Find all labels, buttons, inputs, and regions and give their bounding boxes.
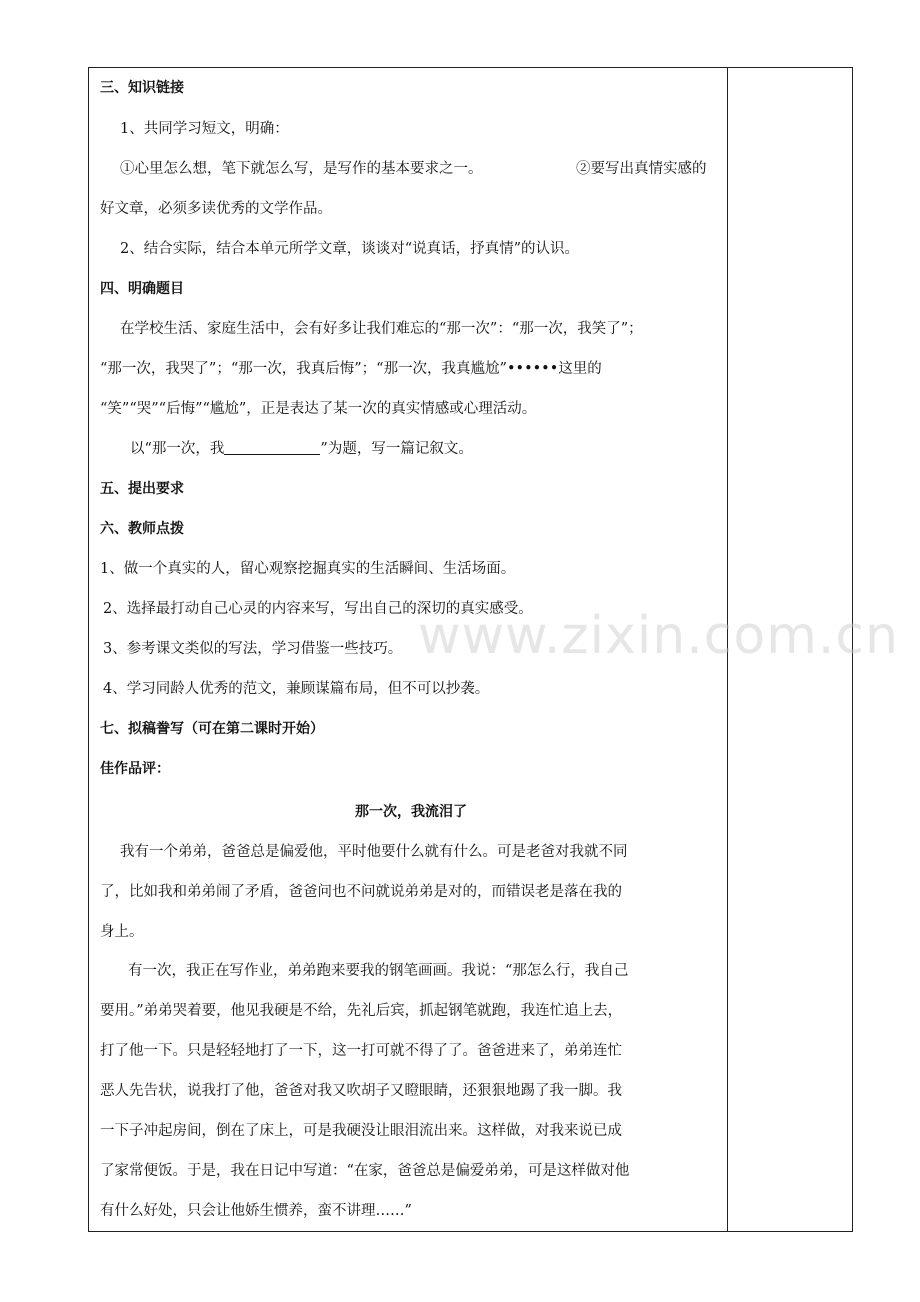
writing-task	[130, 439, 473, 459]
item-1-point-b: ②要写出真情实感的	[576, 161, 707, 177]
essay-line: 身上。	[100, 924, 144, 940]
section-heading-5: 五、提出要求	[100, 481, 184, 497]
essay-title: 那一次，我流泪了	[355, 804, 467, 820]
essay-line: 我有一个弟弟，爸爸总是偏爱他，平时他要什么就有什么。可是老爸对我就不同	[120, 844, 628, 860]
essay-line: 了，比如我和弟弟闹了矛盾，爸爸问也不问就说弟弟是对的，而错误老是落在我的	[100, 884, 622, 900]
review-heading: 佳作品评：	[100, 761, 170, 777]
item-1: 1、共同学习短文，明确：	[120, 121, 289, 137]
tip-4: 4、学习同龄人优秀的范文，兼顾谋篇布局，但不可以抄袭。	[103, 681, 490, 697]
topic-paragraph-line-3: “笑”“哭”“后悔”“尴尬”，正是表达了某一次的真实情感或心理活动。	[100, 401, 537, 417]
essay-line: 了家常便饭。于是，我在日记中写道：“在家，爸爸总是偏爱弟弟，可是这样做对他	[100, 1163, 630, 1179]
item-2: 2、结合实际，结合本单元所学文章，谈谈对“说真话，抒真情”的认识。	[120, 241, 580, 257]
essay-line: 恶人先告状，说我打了他，爸爸对我又吹胡子又瞪眼睛，还狠狠地踢了我一脚。我	[100, 1083, 622, 1099]
watermark: www.zixin.com.cn	[418, 606, 899, 666]
section-heading-3: 三、知识链接	[100, 80, 184, 96]
topic-paragraph-line-1: 在学校生活、家庭生活中，会有好多让我们难忘的“那一次”：“那一次，我笑了”；	[120, 321, 643, 337]
essay-line: 打了他一下。只是轻轻地打了一下，这一打可就不得了了。爸爸进来了，弟弟连忙	[100, 1043, 622, 1059]
tip-3: 3、参考课文类似的写法，学习借鉴一些技巧。	[103, 641, 403, 657]
item-1-point-a: ①心里怎么想，笔下就怎么写，是写作的基本要求之一。	[120, 161, 483, 177]
fill-in-blank	[224, 440, 320, 455]
essay-line: 一下子冲起房间，倒在了床上，可是我硬没让眼泪流出来。这样做，对我来说已成	[100, 1123, 622, 1139]
section-heading-7: 七、拟稿誊写（可在第二课时开始）	[100, 721, 324, 737]
tip-2: 2、选择最打动自己心灵的内容来写，写出自己的深切的真实感受。	[103, 601, 533, 617]
writing-task-suffix: ”为题，写一篇记叙文。	[320, 441, 473, 457]
tip-1: 1、做一个真实的人，留心观察挖掘真实的生活瞬间、生活场面。	[100, 561, 516, 577]
essay-line: 有什么好处，只会让他娇生惯养，蛮不讲理……”	[100, 1203, 412, 1219]
topic-paragraph-line-2: “那一次，我哭了”；“那一次，我真后悔”；“那一次，我真尴尬”••••••这里的	[100, 361, 602, 377]
section-heading-4: 四、明确题目	[100, 281, 184, 297]
section-heading-6: 六、教师点拨	[100, 521, 184, 537]
column-divider	[727, 67, 728, 1232]
essay-line: 有一次，我正在写作业，弟弟跑来要我的钢笔画画。我说：“那怎么行，我自己	[128, 963, 629, 979]
essay-line: 要用。”弟弟哭着要，他见我硬是不给，先礼后宾，抓起钢笔就跑，我连忙追上去，	[100, 1003, 623, 1019]
item-1-point-c: 好文章，必须多读优秀的文学作品。	[100, 201, 332, 217]
writing-task-prefix: 以“那一次，我	[130, 441, 225, 457]
